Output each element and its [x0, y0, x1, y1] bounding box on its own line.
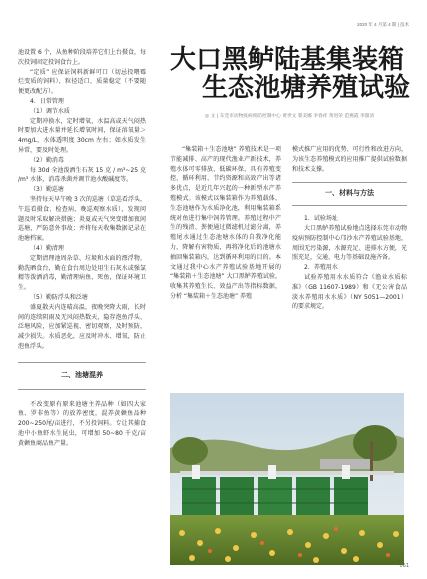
- left-column: [18, 48, 146, 448]
- running-header: 2020 年 4 月第 4 期 | 技术: [357, 22, 409, 27]
- page-number: 061: [399, 563, 409, 569]
- paragraph: 每 30d 全池泼洒生石灰 15 克 / m³~25 克 /m³ 水体，消毒杀菌并调节池水酸碱度等。: [18, 166, 148, 184]
- paragraph: 盛夏散天内连晴高温，夜晚突降大雨，长时间的连续阴雨及无风闷热数天，隐存泡鱼浮头、泛塘风险，应加紧巡视、密切观察，及时预防，减少损失。水质恶化，应及时冲水、增氧，防止泡鱼浮头。: [18, 303, 146, 350]
- paragraph: “集装箱＋生态池塘” 养殖技术是一项节能减排、高产的现代渔业产新技术，养殖水体可零排放、低碳环保，具有养殖变控、循环利用、节约资源和高效产出等诸多优点，是近几年兴起的一种新型水产养殖模式。该模式以集装箱作为养殖载体，生态池塘作为水质净化池，利用集装箱系统对鱼进行集中饲养管理。养殖过程中产生的残渣、粪便通过微滤机过滤分离，养殖尾水通过生态池塘水体的自我净化能力，降解有害物质，再将净化后的池塘水抽回集装箱内，达到循环利用的目的。本文通过我中心水产养殖试验基地开展的 “集装箱＋生态池塘” 大口黑鲈养殖试验，收集其养殖生长、效益产出等指标数据，分析 “集装箱＋生态池塘” 养殖: [170, 146, 283, 300]
- paragraph: 试验养殖用水水质符合《渔业水质标准》（GB 11607-1989）和《无公害食品淡水养殖用水水质》（NY 5051—2001）的要求规定。: [292, 273, 407, 311]
- subheading: （5）勤防浮头和泛塘: [30, 293, 88, 301]
- middle-column: [170, 145, 281, 302]
- paragraph: 定期清理池周杂草、垃圾和水面的漂浮物，勤洗晒食台，勤在食台周边处用生石灰水或强氯精等泼洒消毒，勤清理病鱼、死鱼，保证环境卫生。: [18, 254, 146, 292]
- section-rule: [18, 362, 146, 363]
- section-heading: 二、池塘混养: [61, 370, 103, 379]
- section-heading: 一、材料与方法: [325, 189, 374, 198]
- subheading: 2．养殖用水: [304, 264, 338, 272]
- paragraph: 坚持每天早午晚 3 次的巡塘（草巡看浮头，午巡看摄食、检查病，晚巡观察水质），发现问题及时采取解决措施；炎夏或天气突变增加夜间巡塘，严防意外事故；并将每天收集数据记录在池塘档案。: [18, 195, 146, 243]
- article-title: [170, 46, 410, 102]
- section-rule: [18, 389, 146, 390]
- subheading: 1．试验场址: [304, 215, 338, 223]
- title-line: 大口黑鲈陆基集装箱: [170, 45, 405, 75]
- subheading: （2）勤消毒: [30, 156, 64, 164]
- paragraph: 池设置 6 个，从鱼种阶段培养它们上台摄食，每次投饲固定投饲食台上。: [18, 49, 146, 66]
- paragraph: 模式推广应用的优势、可行性和改进方向，为该生态养殖模式的应用推广提供试验数据和技术支撑。: [292, 146, 407, 173]
- section-rule: [292, 182, 407, 183]
- paragraph: 不改变原有原来池塘主养品种（如四大家鱼、罗非鱼等）的放养密度，混养黄颡鱼品种 200~250尾/亩进行，不另投饲料。专让其捕食池中小鱼虾水生昆虫，可增加 50~80 千克/亩黄颡鱼商品鱼产量。: [18, 400, 148, 447]
- subheading: （4）勤清理: [30, 244, 64, 252]
- subheading: 4．日常管理: [30, 97, 64, 105]
- section-rule: [292, 205, 407, 206]
- author-line: ◎ 文 | 东莞市动物疫病预防控制中心 黄世文 黎美娜 李春祥 黄进荣 范燕霞 李甜清: [205, 114, 375, 119]
- paragraph: 大口黑鲈养殖试验地点选择东莞市动物疫病预防控制中心邝沙水产养殖试验基地，周围无污染源，水源充足、进排水方便，光照充足，交通、电力等基础设施齐备。: [292, 224, 407, 262]
- container-farm-photo: [170, 393, 404, 565]
- title-line: 生态池塘养殖试验: [201, 73, 410, 103]
- paragraph: 定期冲换水，定时增氧，水温高或天气闷热时要加大进水量并延长增氧时间，保证溶氧量＞ 4mg/L，水体透明度 30cm 左右；如水质发生异常，要及时处理。: [18, 117, 148, 154]
- right-column: [292, 145, 407, 312]
- subheading: （3）勤巡塘: [30, 186, 64, 194]
- subheading: （1）调节水质: [30, 107, 70, 115]
- paragraph: “定质” 应保证饲料新鲜可口（切忌投喂霉烂变质的饲料），粒径适口，质量稳定（不要随便更改配方）。: [18, 68, 146, 96]
